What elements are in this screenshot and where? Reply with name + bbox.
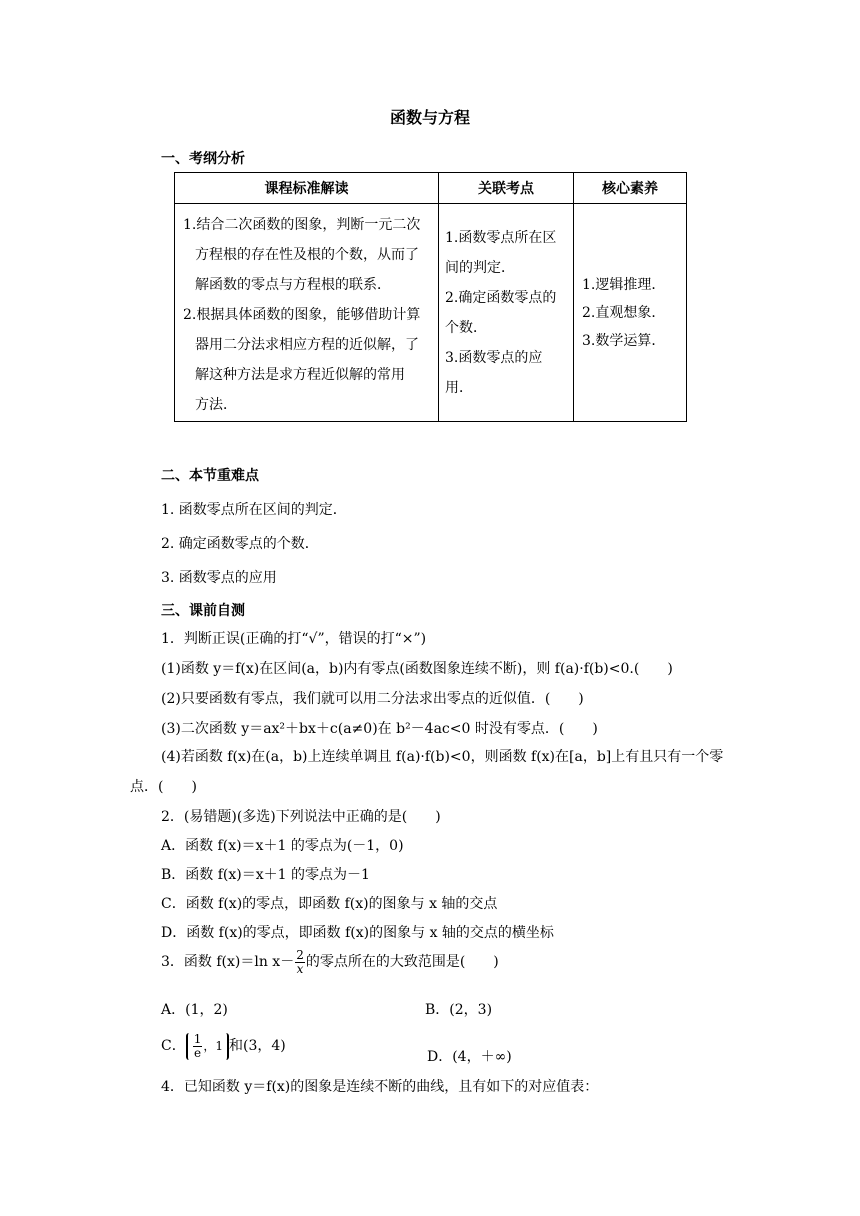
cell-line: 个数． (445, 319, 487, 336)
cell-line: 1.逻辑推理． (582, 276, 666, 293)
list-item: 1. 函数零点所在区间的判定． (161, 502, 347, 518)
cell-line: 1.函数零点所在区 (445, 229, 557, 246)
question-1-statement: (2)只要函数有零点，我们就可以用二分法求出零点的近似值．( ) (161, 691, 584, 707)
interval-bracket (186, 1033, 229, 1060)
fraction (193, 1033, 203, 1060)
cell-line: 用． (445, 379, 473, 396)
question-3-stem (161, 948, 499, 976)
cell-line: 1.结合二次函数的图象，判断一元二次 (183, 217, 421, 233)
cell-line: 2.根据具体函数的图象，能够借助计算 (183, 307, 421, 323)
table-row (175, 204, 687, 422)
cell-line: 3.函数零点的应 (445, 349, 543, 366)
table-header-cell: 核心素养 (574, 173, 687, 204)
cell-line: 方法． (195, 397, 237, 413)
cell-line: 解函数的零点与方程根的联系． (195, 277, 391, 293)
cell-line: 间的判定． (445, 259, 515, 276)
question-3-option-b: B．(2，3) (425, 1002, 493, 1018)
section-heading-3: 三、课前自测 (161, 603, 245, 619)
question-4-stem: 4．已知函数 y＝f(x)的图象是连续不断的曲线，且有如下的对应值表： (161, 1079, 599, 1095)
question-3-option-c (161, 1031, 286, 1061)
question-2-option-b: B．函数 f(x)＝x＋1 的零点为－1 (161, 867, 370, 883)
list-item: 2. 确定函数零点的个数． (161, 536, 319, 552)
cell-line: 2.直观想象． (582, 304, 666, 321)
question-1-statement-cont: 点．( ) (130, 779, 197, 795)
section-heading-2: 二、本节重难点 (161, 468, 259, 484)
fraction-numerator: 2 (296, 947, 304, 962)
table-header-row (175, 173, 687, 204)
question-2-option-c: C．函数 f(x)的零点，即函数 f(x)的图象与 x 轴的交点 (161, 896, 498, 912)
question-1-statement: (1)函数 y＝f(x)在区间(a，b)内有零点(函数图象连续不断)，则 f(a)·f(b)<0.( ) (161, 661, 673, 677)
section-heading-1: 一、考纲分析 (161, 151, 245, 167)
table-header-cell: 课程标准解读 (175, 173, 439, 204)
table-cell-standard (175, 204, 439, 422)
fraction-numerator: 1 (193, 1031, 202, 1046)
fraction (295, 949, 305, 976)
stem-text: 的零点所在的大致范围是( ) (305, 954, 499, 970)
page-title: 函数与方程 (389, 108, 470, 127)
question-3-option-d: D．(4，＋∞) (427, 1049, 512, 1065)
fraction-denominator: e (193, 1045, 202, 1060)
question-2-option-d: D．函数 f(x)的零点，即函数 f(x)的图象与 x 轴的交点的横坐标 (161, 925, 554, 941)
question-1-stem: 1．判断正误(正确的打“√”，错误的打“×”) (161, 631, 427, 647)
table-cell-literacy (574, 204, 687, 422)
question-3-option-a: A．(1，2) (161, 1002, 228, 1018)
fraction-denominator: x (296, 961, 304, 976)
cell-line: 方程根的存在性及根的个数，从而了 (195, 247, 419, 263)
cell-line: 器用二分法求相应方程的近似解，了 (195, 337, 419, 353)
option-text: 和(3，4) (229, 1038, 286, 1054)
table-cell-topics (439, 204, 574, 422)
interval-end: ，1 (203, 1038, 223, 1053)
question-1-statement: (4)若函数 f(x)在(a，b)上连续单调且 f(a)·f(b)<0，则函数 f(x)在[a，b]上有且只有一个零 (161, 749, 724, 765)
question-1-statement: (3)二次函数 y＝ax²＋bx＋c(a≠0)在 b²－4ac<0 时没有零点．( ) (161, 721, 598, 737)
list-item: 3. 函数零点的应用 (161, 570, 277, 586)
cell-line: 2.确定函数零点的 (445, 289, 557, 306)
cell-line: 3.数学运算． (582, 332, 666, 349)
option-label: C． (161, 1038, 186, 1054)
question-2-stem: 2．(易错题)(多选)下列说法中正确的是( ) (161, 809, 441, 825)
syllabus-table (174, 172, 687, 422)
stem-text: 3．函数 f(x)＝ln x－ (161, 954, 295, 970)
table-header-cell: 关联考点 (439, 173, 574, 204)
question-2-option-a: A．函数 f(x)＝x＋1 的零点为(－1，0) (161, 838, 404, 854)
cell-line: 解这种方法是求方程近似解的常用 (195, 367, 405, 383)
